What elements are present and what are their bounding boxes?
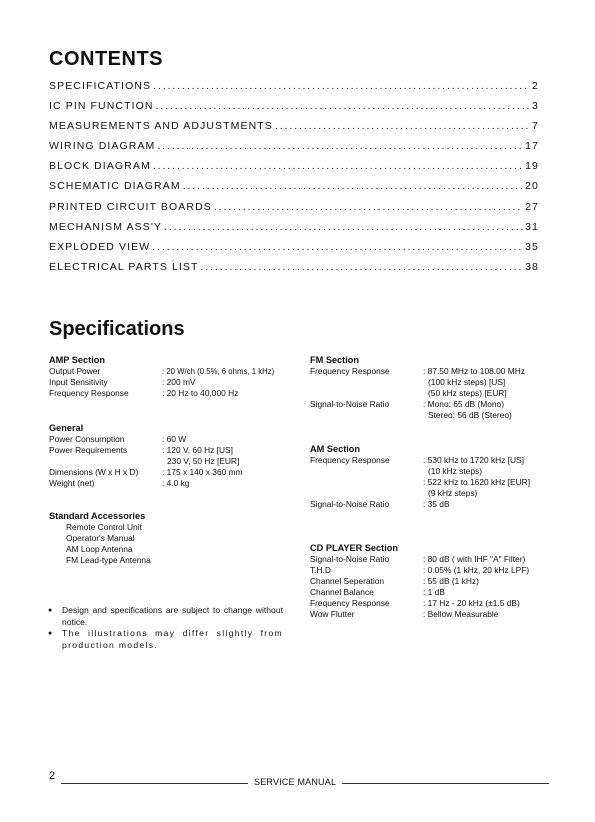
toc-page: 17 (525, 140, 539, 153)
toc-label: BLOCK DIAGRAM (49, 160, 151, 173)
spec-value: 230 V, 50 Hz [EUR] (167, 456, 240, 466)
spec-value: : Bellow Measurable (423, 609, 499, 619)
fm-section (310, 355, 550, 421)
spec-label: T.H.D (310, 565, 331, 575)
spec-value: Stereo: 56 dB (Stereo) (428, 410, 512, 420)
toc-label: MEASUREMENTS AND ADJUSTMENTS (49, 120, 273, 133)
spec-value: (50 kHz steps) [EUR] (428, 388, 507, 398)
toc-leader (275, 120, 530, 132)
spec-value: : 120 V, 60 Hz [US] (162, 445, 233, 455)
bullet-icon: ● (48, 607, 53, 614)
accessories-section (49, 511, 289, 566)
note-item (48, 605, 283, 628)
toc-page: 3 (532, 100, 539, 113)
spec-value: : 60 W (162, 434, 187, 444)
spec-value: : 87.50 MHz to 108.00 MHz (423, 366, 525, 376)
spec-label: Frequency Response (49, 388, 129, 398)
note-text: Design and specifications are subject to change without notice. (62, 605, 283, 627)
toc-label: ELECTRICAL PARTS LIST (49, 260, 199, 273)
list-item: Remote Control Unit (66, 522, 142, 532)
spec-value: (9 kHz steps) (428, 488, 478, 498)
toc-page: 7 (532, 120, 539, 133)
toc-entry-block-diagram[interactable] (49, 160, 539, 180)
spec-value: : 175 x 140 x 360 mm (162, 467, 243, 477)
toc-label: SPECIFICATIONS (49, 80, 152, 92)
toc-entry-schematic-diagram[interactable] (49, 180, 539, 200)
spec-label: Weight (net) (49, 478, 95, 488)
toc-label: MECHANISM ASS'Y (49, 220, 163, 233)
toc-entry-specifications[interactable] (49, 80, 539, 100)
footer-label: SERVICE MANUAL (248, 777, 342, 787)
spec-value: : 80 dB ( with IHF "A" Filter) (423, 554, 526, 564)
toc-entry-printed-circuit-boards[interactable] (49, 201, 539, 221)
spec-value: : 35 dB (423, 499, 450, 509)
table-of-contents (49, 80, 539, 281)
spec-label: Frequency Response (310, 455, 390, 465)
spec-label: Frequency Response (310, 366, 390, 376)
fm-section-heading: FM Section (310, 355, 360, 365)
spec-label: Frequency Response (310, 598, 390, 608)
spec-value: : Mono: 65 dB (Mono) (423, 399, 504, 409)
toc-leader (153, 80, 530, 92)
toc-page: 19 (525, 160, 539, 173)
list-item: AM Loop Antenna (66, 544, 133, 554)
spec-label: Signal-to-Noise Ratio (310, 499, 390, 509)
spec-value: : 20 W/ch (0.5%, 6 ohms, 1 kHz) (162, 367, 275, 376)
cd-player-section (310, 543, 550, 620)
toc-entry-mechanism-assy[interactable] (49, 221, 539, 241)
toc-leader (152, 241, 523, 253)
spec-label: Output Power (49, 366, 101, 376)
toc-leader (201, 261, 524, 273)
spec-label: Dimensions (W x H x D) (49, 467, 139, 477)
toc-leader (156, 100, 530, 112)
toc-page: 35 (525, 240, 539, 253)
toc-page: 27 (525, 200, 539, 213)
general-section (49, 423, 289, 489)
note-item (48, 628, 283, 651)
page-number: 2 (49, 770, 56, 782)
spec-label: Signal-to-Noise Ratio (310, 554, 390, 564)
spec-value: : 530 kHz to 1720 kHz [US] (423, 455, 525, 465)
general-section-heading: General (49, 423, 84, 433)
toc-entry-exploded-view[interactable] (49, 241, 539, 261)
spec-value: : 0.05% (1 kHz, 20 kHz LPF) (423, 565, 530, 575)
toc-leader (183, 180, 523, 192)
toc-leader (164, 221, 523, 233)
toc-label: EXPLODED VIEW (49, 240, 151, 253)
accessories-section-heading: Standard Accessories (49, 511, 146, 521)
spec-label: Channel Seperation (310, 576, 385, 586)
specifications-title: Specifications (49, 318, 185, 340)
spec-label: Channel Balance (310, 587, 374, 597)
toc-entry-ic-pin-function[interactable] (49, 100, 539, 120)
toc-page: 31 (525, 220, 539, 233)
bullet-icon: ● (48, 630, 53, 637)
toc-page: 20 (525, 180, 539, 193)
toc-entry-wiring-diagram[interactable] (49, 140, 539, 160)
spec-label: Input Sensitivity (49, 377, 108, 387)
list-item: FM Lead-type Antenna (66, 555, 151, 565)
spec-value: : 200 mV (162, 377, 196, 387)
spec-value: : 20 Hz to 40,000 Hz (162, 388, 239, 398)
spec-value: : 4.0 kg (162, 478, 190, 488)
note-text: The illustrations may differ slightly from production models. (62, 628, 283, 650)
am-section-heading: AM Section (310, 444, 361, 454)
am-section (310, 444, 550, 510)
toc-entry-electrical-parts-list[interactable] (49, 261, 539, 281)
toc-page: 38 (525, 260, 539, 273)
contents-title: CONTENTS (49, 48, 163, 70)
spec-value: : 55 dB (1 kHz) (423, 576, 479, 586)
cd-player-section-heading: CD PLAYER Section (310, 543, 398, 553)
spec-label: Power Requirements (49, 445, 128, 455)
notes (48, 605, 283, 651)
toc-leader (153, 160, 523, 172)
toc-label: WIRING DIAGRAM (49, 140, 156, 153)
toc-label: PRINTED CIRCUIT BOARDS (49, 200, 212, 213)
spec-value: : 522 kHz to 1620 kHz [EUR] (423, 477, 531, 487)
toc-leader (214, 201, 523, 213)
spec-label: Power Consumption (49, 434, 125, 444)
toc-leader (157, 140, 523, 152)
amp-section-heading: AMP Section (49, 355, 105, 365)
spec-value: (10 kHz steps) (428, 466, 482, 476)
spec-label: Signal-to-Noise Ratio (310, 399, 390, 409)
spec-value: (100 kHz steps) [US] (428, 377, 506, 387)
list-item: Operator's Manual (66, 533, 135, 543)
toc-entry-measurements[interactable] (49, 120, 539, 140)
toc-page: 2 (532, 80, 539, 92)
spec-label: Wow Flutter (310, 609, 355, 619)
spec-value: : 17 Hz - 20 kHz (±1.5 dB) (423, 598, 520, 608)
toc-label: IC PIN FUNCTION (49, 100, 154, 113)
spec-value: : 1 dB (423, 587, 445, 597)
toc-label: SCHEMATIC DIAGRAM (49, 180, 181, 193)
amp-section (49, 355, 289, 399)
